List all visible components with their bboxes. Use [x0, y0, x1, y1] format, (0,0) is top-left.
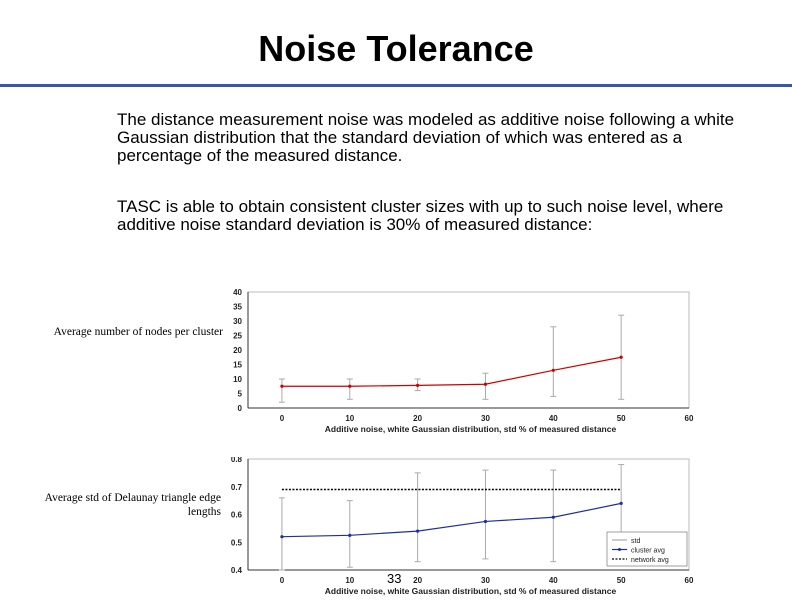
chart2-series-line-1 — [282, 503, 621, 536]
chart2-data-point — [280, 535, 283, 538]
chart2-x-tick-label: 50 — [616, 576, 626, 585]
chart2-side-label: Average std of Delaunay triangle edge lengths — [44, 492, 221, 518]
title-rule — [0, 84, 792, 87]
chart2-data-point — [620, 502, 623, 505]
chart2-y-tick-label: 0.4 — [230, 566, 242, 575]
chart1-y-tick-label: 20 — [233, 346, 242, 355]
chart2-data-point — [552, 516, 555, 519]
paragraph-noise-model: The distance measurement noise was modeled as additive noise following a white Gaussian distribution that the standard deviation of which was entered as a percentage of the measured distance. — [117, 110, 735, 165]
chart1-series-line-1 — [282, 357, 621, 386]
chart2-x-tick-label: 10 — [345, 576, 355, 585]
slide-title: Noise Tolerance — [258, 28, 534, 69]
chart1-data-point — [348, 385, 351, 388]
chart2-data-point — [416, 530, 419, 533]
chart1-data-point — [484, 383, 487, 386]
chart1-x-tick-label: 40 — [548, 414, 558, 423]
chart2-x-tick-label: 0 — [279, 576, 285, 585]
page-number: 33 — [387, 571, 402, 586]
chart1-y-tick-label: 15 — [233, 360, 242, 370]
chart2-x-tick-label: 30 — [481, 576, 490, 585]
paragraph-tasc-result: TASC is able to obtain consistent cluster sizes with up to such noise level, where additive noise standard deviation is 30% of measured distance: — [117, 197, 724, 234]
chart2-legend-label: cluster avg — [631, 547, 665, 555]
delaunay-std-chart — [226, 457, 696, 603]
chart1-side-label: Average number of nodes per cluster — [53, 326, 223, 338]
chart2-legend-marker — [618, 548, 621, 551]
chart2-x-axis-label: Additive noise, white Gaussian distribution, std % of measured distance — [324, 586, 617, 596]
chart1-y-tick-label: 25 — [233, 331, 242, 341]
chart2-x-tick-label: 40 — [548, 576, 558, 585]
chart1-data-point — [280, 385, 283, 388]
chart2-legend-label: std — [631, 538, 641, 545]
chart1-y-tick-label: 30 — [233, 317, 242, 326]
chart1-x-tick-label: 10 — [345, 414, 355, 423]
chart1-x-tick-label: 0 — [279, 414, 285, 423]
chart1-x-tick-label: 30 — [481, 414, 490, 423]
chart2-x-tick-label: 60 — [684, 576, 694, 585]
chart1-data-point — [552, 369, 555, 372]
chart2-data-point — [484, 520, 487, 523]
chart1-x-tick-label: 60 — [684, 414, 694, 423]
chart1-x-tick-label: 50 — [616, 414, 626, 423]
nodes-per-cluster-chart — [226, 284, 696, 440]
chart1-y-tick-label: 0 — [237, 404, 242, 413]
chart1-x-axis-label: Additive noise, white Gaussian distribution, std % of measured distance — [324, 424, 617, 434]
chart2-legend-label: network avg — [631, 557, 669, 564]
chart1-data-point — [416, 384, 419, 387]
chart1-frame — [248, 292, 689, 408]
chart2-y-tick-label: 0.6 — [230, 510, 242, 520]
chart2-y-tick-label: 0.8 — [230, 457, 242, 464]
chart2-x-tick-label: 20 — [413, 576, 423, 585]
chart1-data-point — [620, 356, 623, 359]
chart1-y-tick-label: 40 — [233, 288, 242, 297]
chart2-data-point — [348, 534, 351, 537]
chart1-y-tick-label: 35 — [233, 302, 242, 312]
chart1-y-tick-label: 5 — [237, 389, 242, 399]
chart2-y-tick-label: 0.7 — [230, 482, 242, 492]
chart2-y-tick-label: 0.5 — [230, 538, 242, 548]
chart1-y-tick-label: 10 — [233, 375, 242, 384]
chart1-x-tick-label: 20 — [413, 414, 423, 423]
